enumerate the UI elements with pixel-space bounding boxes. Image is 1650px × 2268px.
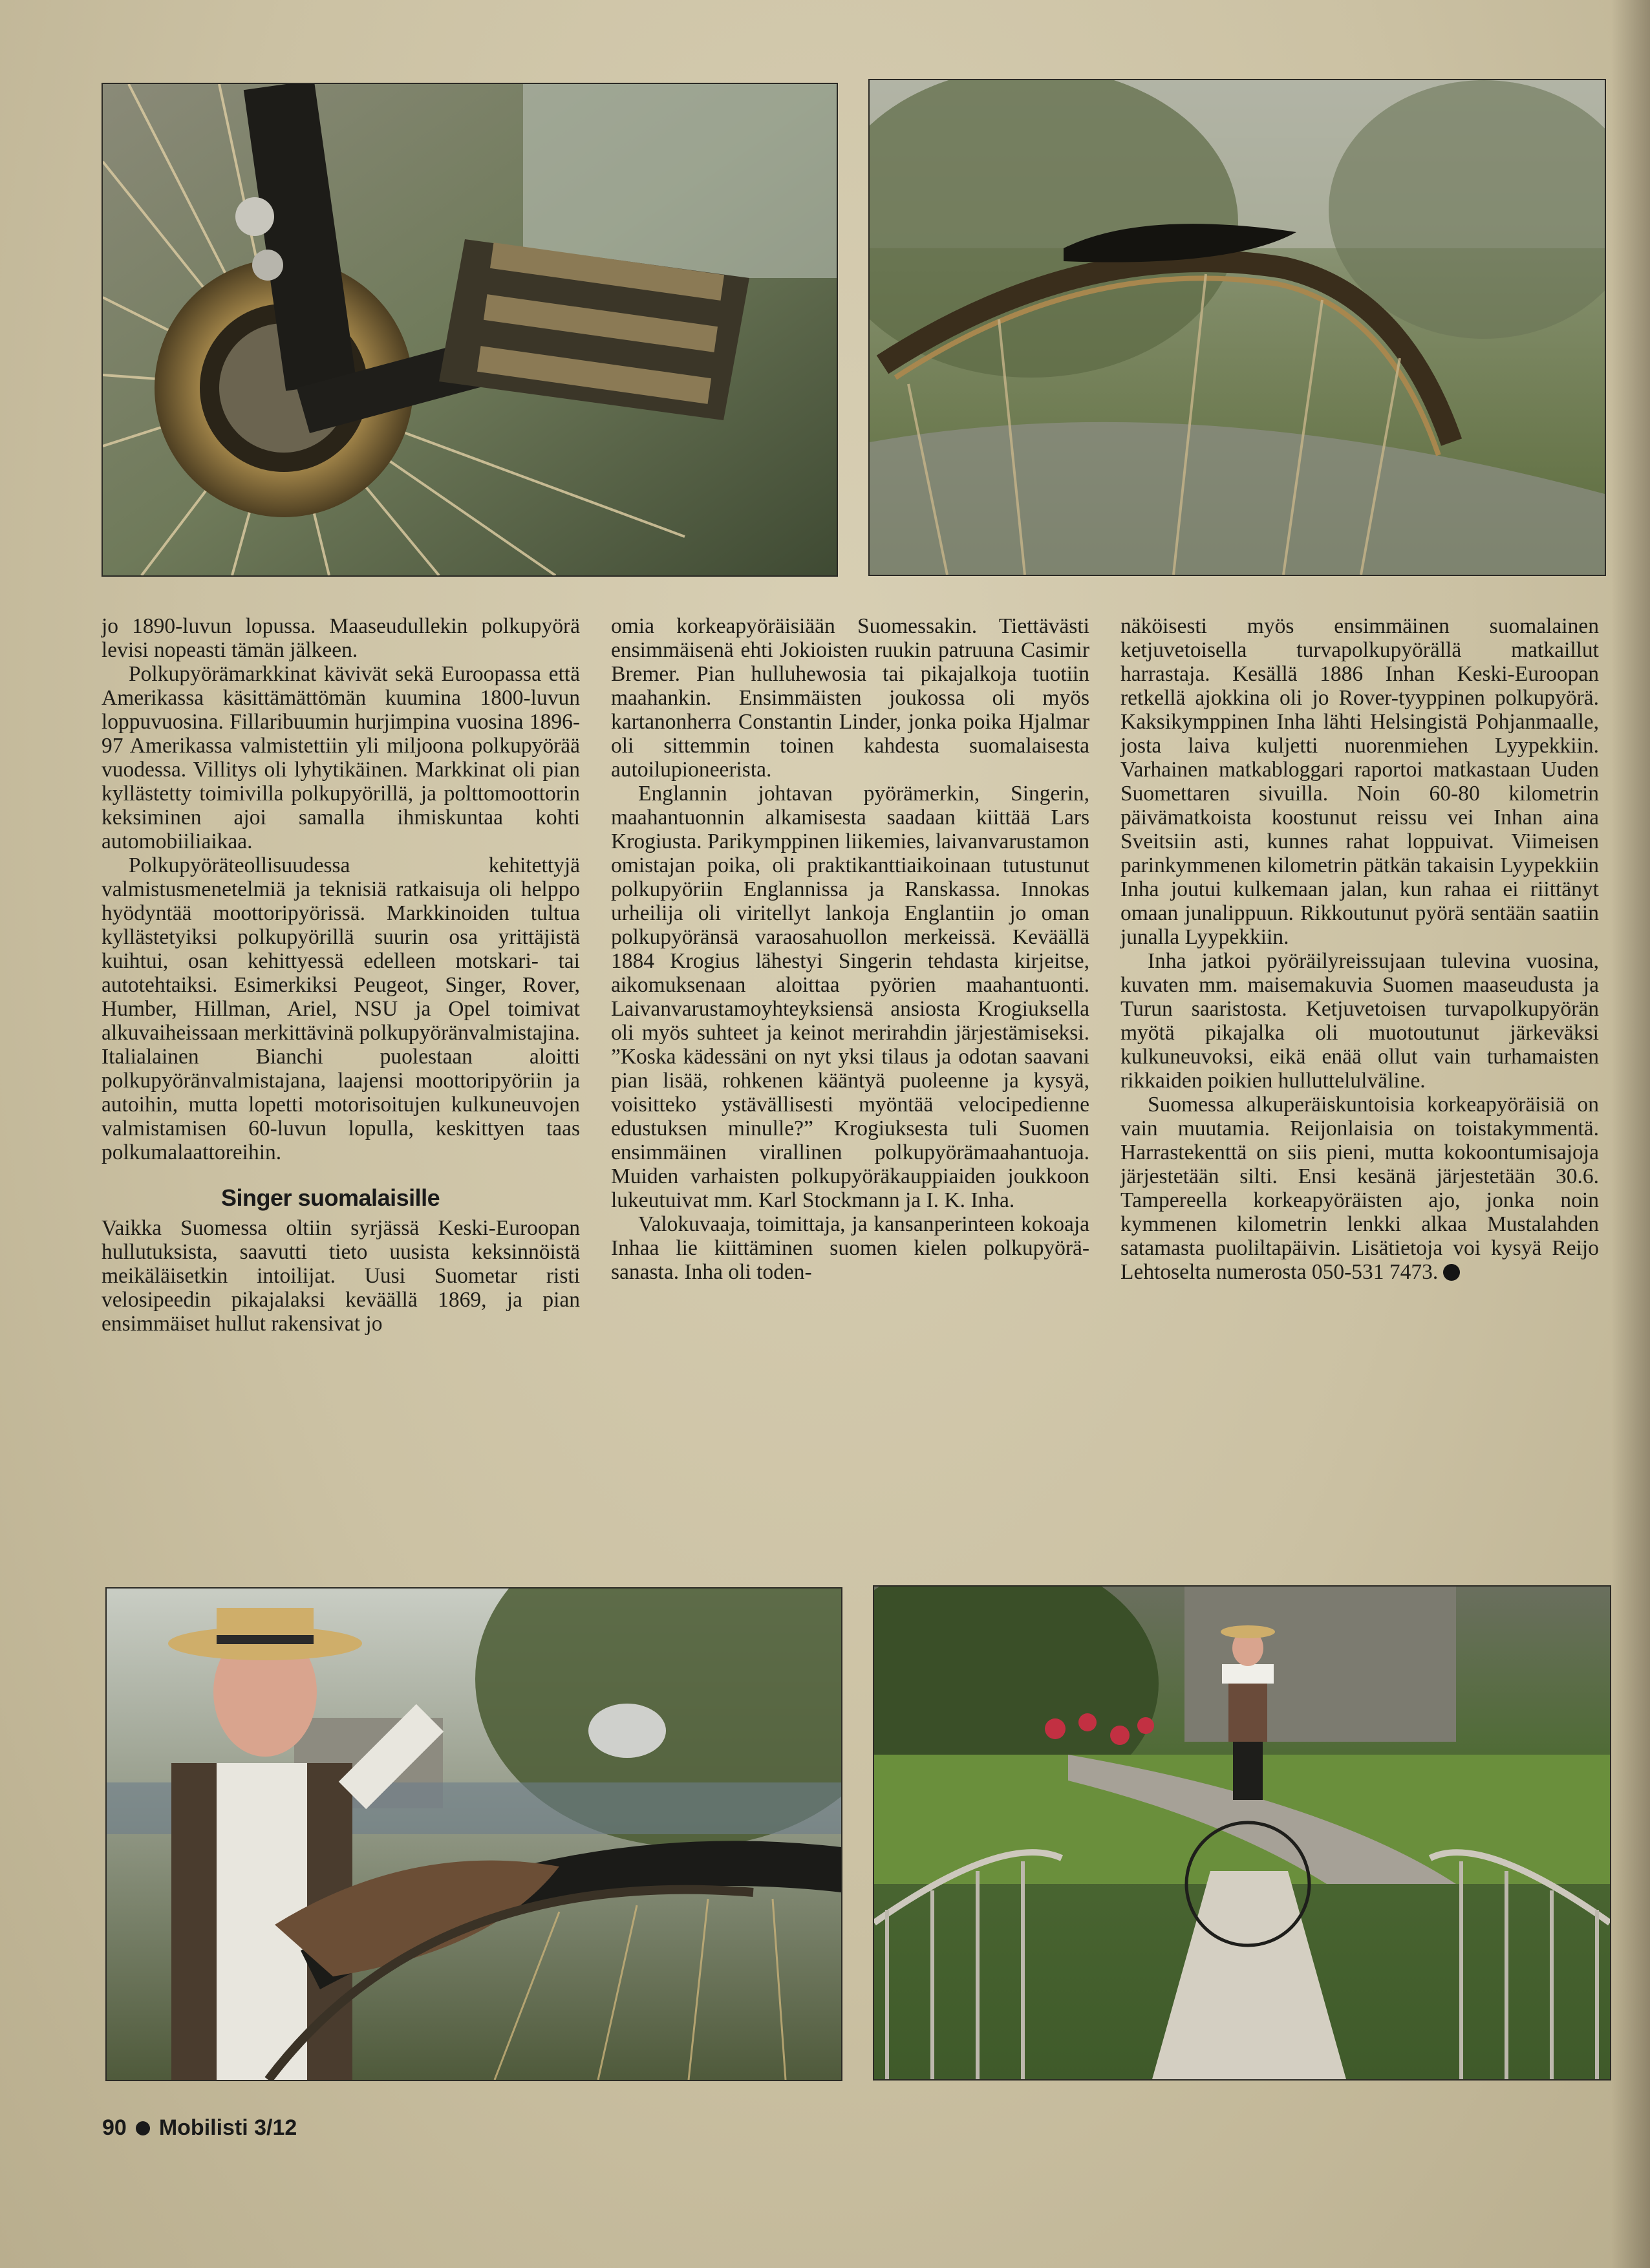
- page-footer: [102, 2115, 297, 2141]
- paragraph: Inha jatkoi pyöräilyreissujaan tulevina vuosina, kuvaten mm. maisemakuvia Suomen maaseudusta ja Turun saaristosta. Ketjuvetoisen turvapolkupyörän myötä pikajalka oli muotoutunut järkeväksi kulkuneuvoksi, eikä enää ollut vain turhamaisten rikkaiden poikien hulluttelulväline.: [1120, 949, 1599, 1093]
- paragraph: Vaikka Suomessa oltiin syrjässä Keski-Euroopan hullutuksista, saavutti tieto uusista keksinnöistä meikäläisetkin intoilijat. Uusi Suometar risti velosipeedin pikajalaksi keväällä 1869, ja pian ensimmäiset hullut rakensivat jo: [102, 1216, 580, 1336]
- text-column-left: [102, 614, 580, 1336]
- pedal-hub-photo: [102, 83, 838, 577]
- paragraph: Polkupyöräteollisuudessa kehitettyjä valmistusmenetelmiä ja teknisiä ratkaisuja oli helppo hyödyntää moottoripyörissä. Markkinoiden tultua kyllästetyiksi polkupyörillä suurin osa yrittäjistä kuihtui, osan kehittyessä edelleen motskari- tai autotehtaiksi. Esimerkiksi Peugeot, Singer, Rover, Humber, Hillman, Ariel, NSU ja Opel toimivat alkuvaiheissaan merkittävinä polkupyöränvalmistajina. Italialainen Bianchi puolestaan aloitti polkupyöränvalmistajana, laajensi moottoripyöriin ja autoihin, mutta lopetti motorisoitujen kulkuneuvojen valmistamisen 60-luvun lopulla, keskittyen taas polkumalaattoreihin.: [102, 853, 580, 1164]
- saddle-wheel-photo: [868, 79, 1606, 576]
- paragraph: Valokuvaaja, toimittaja, ja kansanperinteen kokoaja Inhaa lie kiittäminen suomen kielen polkupyörä-sanasta. Inha oli toden-: [611, 1212, 1089, 1284]
- text-column-right: [1120, 614, 1599, 1284]
- paragraph-text: Suomessa alkuperäiskuntoisia korkeapyöräisiä on vain muutamia. Reijonlaisia on toistakymmentä. Harrastekenttä on siis pieni, mutta kokoontumisajoja järjestetään silti. Ensi kesänä järjestetään 30.6. Tampereella korkeapyöräisten ajo, jonka noin kymmenen kilometrin lenkki alkaa Mustalahden satamasta puoliltapäivin. Lisätietoja voi kysyä Reijo Lehtoselta numerosta 050-531 7473.: [1120, 1093, 1599, 1284]
- paragraph: Englannin johtavan pyörämerkin, Singerin, maahantuonnin alkamisesta saadaan kiittää Lars Krogiusta. Parikymppinen liikemies, laivanvarustamon omistajan poika, oli praktikanttiaikoinaan tutustunut polkupyöriin Englannissa ja Ranskassa. Innokas urheilija oli viritellyt lankoja Englantiin jo oman polkupyöränsä varaosahuollon merkeissä. Keväällä 1884 Krogius lähestyi Singerin tehdasta kirjeitse, aikomuksenaan aloittaa pyörien maahantuonti. Laivanvarustamoyhteyksiensä ansiosta Krogiuksella oli myös suhteet ja keinot merirahdin järjestämiseksi. ”Koska kädessäni on nyt yksi tilaus ja odotan saavani pian lisää, rohkenen kääntyä puoleenne ja kysyä, voisitteko ystävällisesti myöntää velocipedienne edustuksen minulle?” Krogiuksesta tuli Suomen ensimmäinen virallinen polkupyörämaahantuoja. Muiden varhaisten polkupyöräkauppiaiden joukkoon lukeutuivat mm. Karl Stockmann ja I. K. Inha.: [611, 782, 1089, 1212]
- page-number: 90: [102, 2115, 127, 2140]
- paragraph: Polkupyörämarkkinat kävivät sekä Euroopassa että Amerikassa käsittämättömän kuumina 1800-luvun loppuvuosina. Fillaribuumin hurjimpina vuosina 1896-97 Amerikassa valmistettiin yli miljoona polkupyörää vuodessa. Villitys oli lyhytikäinen. Markkinat oli pian kyllästetty toimivilla polkupyörillä, ja polttomoottorin keksiminen ajoi samalla ihmiskuntaa kohti automobiiliaikaa.: [102, 662, 580, 853]
- page-edge-shadow: [1611, 0, 1650, 2268]
- paragraph: [1120, 1093, 1599, 1284]
- text-column-middle: [611, 614, 1089, 1284]
- bridge-ride-photo: [873, 1585, 1611, 2081]
- section-heading: Singer suomalaisille: [221, 1184, 440, 1211]
- paragraph: omia korkeapyöräisiään Suomessakin. Tiettävästi ensimmäisenä ehti Jokioisten ruukin patruuna Casimir Bremer. Pian hulluhewosia tai pikajalkoja tuotiin maahankin. Ensimmäisten joukossa oli myös kartanonherra Constantin Linder, jonka poika Hjalmar oli sittemmin toinen kahdesta suomalaisesta autoilupioneerista.: [611, 614, 1089, 782]
- magazine-issue: Mobilisti 3/12: [158, 2115, 297, 2140]
- end-mark-icon: [1443, 1264, 1460, 1281]
- paragraph: näköisesti myös ensimmäinen suomalainen ketjuvetoisella turvapolkupyörällä matkaillut harrastaja. Kesällä 1886 Inhan Keski-Euroopan retkellä ajokkina oli jo Rover-tyyppinen polkupyörä. Kaksikymppinen Inha lähti Helsingistä Pohjanmaalle, josta laiva kuljetti nuorenmiehen Lyypekkiin. Varhainen matkabloggari raportoi matkastaan Uuden Suomettaren sivuilla. Noin 60-80 kilometrin päivämatkoista koostunut reissu vei Inhan aina Sveitsiin asti, kunnes rahat loppuivat. Viimeisen parinkymmenen kilometrin pätkän takaisin Lyypekkiin Inha joutui kulkemaan jalan, kun rahaa ei riittänyt omaan junalippuun. Rikkoutunut pyörä sentään saatiin junalla Lyypekkiin.: [1120, 614, 1599, 949]
- rider-portrait-photo: [105, 1587, 842, 2081]
- bullet-icon: [136, 2121, 150, 2135]
- paragraph: jo 1890-luvun lopussa. Maaseudullekin polkupyörä levisi nopeasti tämän jälkeen.: [102, 614, 580, 662]
